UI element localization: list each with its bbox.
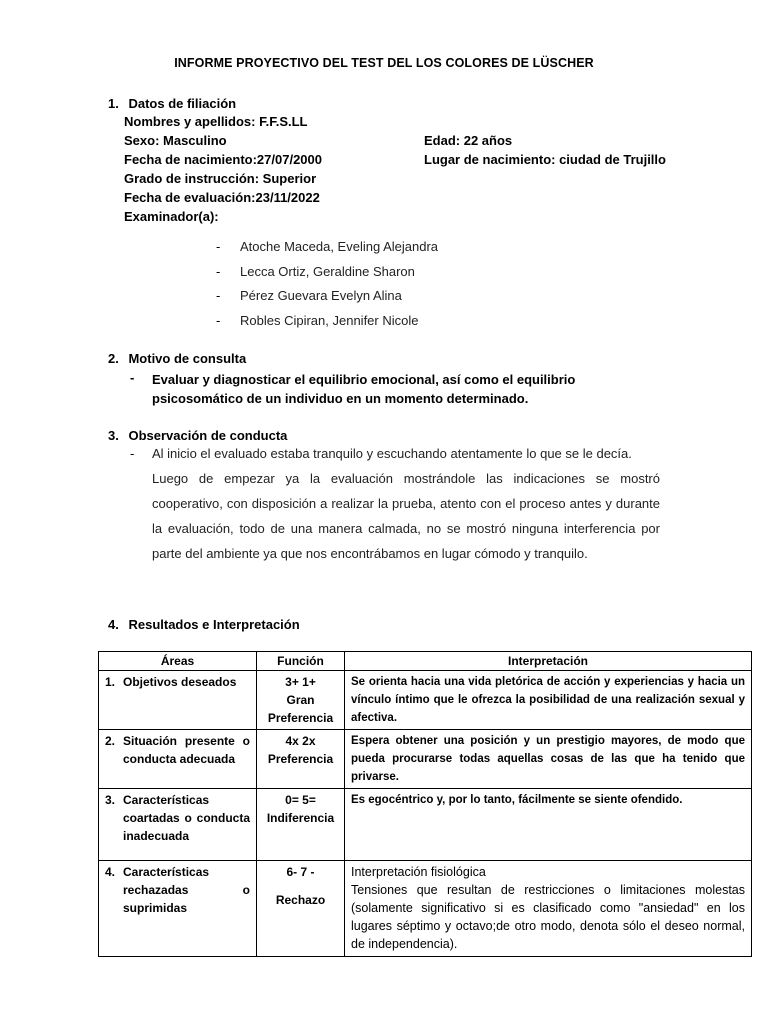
interpretacion-cell: Se orienta hacia una vida pletórica de acción y experiencias y hacia un vínculo íntimo que le ofrezca la posibilidad de una realización sexual y afectiva.: [345, 671, 752, 730]
interpretacion-subtitle: Interpretación fisiológica: [351, 865, 486, 879]
table-row: [99, 671, 752, 730]
section-4-title: Resultados e Interpretación: [128, 617, 300, 632]
area-cell: [99, 789, 257, 861]
funcion-code: 4x 2x: [285, 734, 316, 748]
area-text: Características coartadas o conducta inadecuada: [123, 793, 250, 843]
examinador-dash-1: -: [216, 239, 221, 254]
funcion-cell: [257, 671, 345, 730]
area-cell: [99, 671, 257, 730]
motivo-text: Evaluar y diagnosticar el equilibrio emocional, así como el equilibrio psicosomático de un individuo en un momento determinado.: [152, 372, 576, 406]
section-3-number: 3.: [108, 428, 119, 443]
table-row: [99, 861, 752, 957]
section-1-heading: [108, 96, 236, 111]
funcion-label: Preferencia: [267, 752, 334, 766]
interpretacion-text: Tensiones que resultan de restricciones o limitaciones molestas (solamente significativo si es clasificado como "ansiedad" en los lugares séptimo y octavo;de otro modo, denota sólo el deseo normal, de independencia).: [351, 883, 745, 951]
fecha-evaluacion-line: Fecha de evaluación:23/11/2022: [124, 190, 320, 205]
motivo-dash: -: [130, 370, 135, 385]
interpretacion-cell: Espera obtener una posición y un prestigio mayores, de modo que pueda procurarse todas aquellas cosas de las que ha tenido que privarse.: [345, 730, 752, 789]
sexo-line: Sexo: Masculino: [124, 133, 227, 148]
observacion-first-line: Al inicio el evaluado estaba tranquilo y escuchando atentamente lo que se le decía.: [152, 446, 632, 461]
header-interpretacion: Interpretación: [345, 652, 752, 671]
section-1-title: Datos de filiación: [128, 96, 237, 111]
section-4-number: 4.: [108, 617, 119, 632]
section-2-heading: [108, 351, 246, 366]
interpretacion-cell: [345, 861, 752, 957]
funcion-code: 6- 7 -: [286, 865, 315, 879]
table-row: [99, 730, 752, 789]
interpretacion-cell: Es egocéntrico y, por lo tanto, fácilmente se siente ofendido.: [345, 789, 752, 861]
area-text: Características rechazadas o suprimidas: [123, 865, 250, 915]
lugar-nacimiento-line: Lugar de nacimiento: ciudad de Trujillo: [424, 152, 666, 167]
funcion-cell: [257, 861, 345, 957]
section-3-title: Observación de conducta: [128, 428, 288, 443]
area-number: 1.: [105, 675, 116, 689]
edad-line: Edad: 22 años: [424, 133, 513, 148]
examinador-dash-2: -: [216, 264, 221, 279]
section-2-title: Motivo de consulta: [128, 351, 247, 366]
area-number: 4.: [105, 865, 116, 879]
fecha-nacimiento-line: Fecha de nacimiento:27/07/2000: [124, 152, 322, 167]
funcion-code: 0= 5=: [285, 793, 316, 807]
funcion-cell: [257, 730, 345, 789]
table-row: [99, 789, 752, 861]
funcion-label: Indiferencia: [266, 811, 335, 825]
observacion-paragraph: Luego de empezar ya la evaluación mostrándole las indicaciones se mostró cooperativo, con disposición a realizar la prueba, atento con el proceso antes y durante la evaluación, todo de una manera calmada, no se mostró ninguna interferencia por parte del ambiente ya que nos encontrábamos en lugar cómodo y tranquilo.: [152, 471, 660, 561]
area-number: 2.: [105, 734, 116, 748]
area-text: Situación presente o conducta adecuada: [123, 734, 250, 766]
section-3-heading: [108, 428, 287, 443]
table-header-row: [99, 652, 752, 671]
section-4-heading: [108, 617, 300, 632]
funcion-label: Rechazo: [275, 893, 326, 907]
examinador-dash-3: -: [216, 288, 221, 303]
header-areas: Áreas: [99, 652, 257, 671]
examinador-item-1: Atoche Maceda, Eveling Alejandra: [240, 239, 439, 254]
header-funcion: Función: [257, 652, 345, 671]
examinador-item-3: Pérez Guevara Evelyn Alina: [240, 288, 402, 303]
area-number: 3.: [105, 793, 116, 807]
observacion-dash: -: [130, 446, 135, 461]
nombres-line: Nombres y apellidos: F.F.S.LL: [124, 114, 308, 129]
funcion-label: Gran Preferencia: [267, 693, 334, 725]
examinador-item-4: Robles Cipiran, Jennifer Nicole: [240, 313, 419, 328]
area-text: Objetivos deseados: [123, 675, 237, 689]
area-cell: [99, 730, 257, 789]
section-2-number: 2.: [108, 351, 119, 366]
funcion-code: 3+ 1+: [285, 675, 316, 689]
examinador-item-2: Lecca Ortiz, Geraldine Sharon: [240, 264, 415, 279]
page-title: INFORME PROYECTIVO DEL TEST DEL LOS COLORES DE LÜSCHER: [174, 56, 594, 70]
funcion-cell: [257, 789, 345, 861]
results-table: [98, 651, 752, 957]
section-1-number: 1.: [108, 96, 119, 111]
grado-line: Grado de instrucción: Superior: [124, 171, 317, 186]
examinador-dash-4: -: [216, 313, 221, 328]
examinador-label: Examinador(a):: [124, 209, 219, 224]
area-cell: [99, 861, 257, 957]
